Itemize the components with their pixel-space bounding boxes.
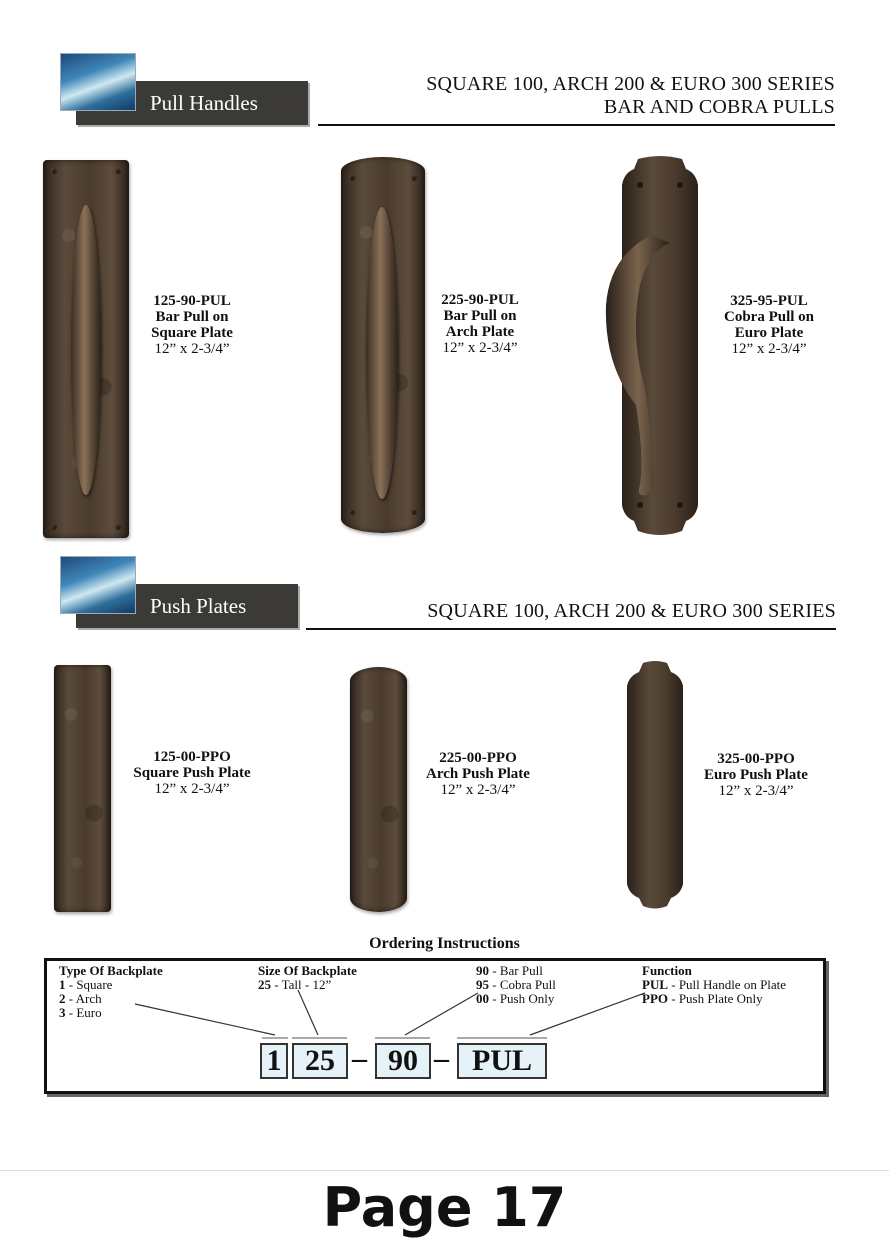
plate-label-2: 225-00-PPO Arch Push Plate 12” x 2-3/4”: [426, 750, 530, 798]
backplate-type-column: Type Of Backplate 1 - Square 2 - Arch 3 - Euro: [59, 963, 163, 1020]
code-segment-handle: 90: [375, 1043, 431, 1079]
code-segment-backplate: 1: [260, 1043, 288, 1079]
push-series-title: SQUARE 100, ARCH 200 & EURO 300 SERIES: [427, 600, 836, 622]
handle-type-column: 90 - Bar Pull 95 - Cobra Pull 00 - Push Only: [476, 963, 556, 1006]
plate-label-3: 325-00-PPO Euro Push Plate 12” x 2-3/4”: [704, 751, 808, 799]
pull-label-2: 225-90-PUL Bar Pull on Arch Plate 12” x 2-3/4”: [441, 292, 519, 356]
backplate-size-column: Size Of Backplate 25 - Tall - 12”: [258, 963, 357, 992]
pull-handles-badge-label: Pull Handles: [150, 90, 258, 115]
code-segment-size: 25: [292, 1043, 348, 1079]
code-segment-function: PUL: [457, 1043, 547, 1079]
ordering-title: Ordering Instructions: [369, 935, 520, 952]
pull-label-1: 125-90-PUL Bar Pull on Square Plate 12” x 2-3/4”: [151, 293, 233, 357]
push-plates-badge-label: Push Plates: [150, 593, 247, 618]
code-separator: –: [434, 1042, 449, 1075]
code-separator: –: [352, 1042, 367, 1075]
pull-label-3: 325-95-PUL Cobra Pull on Euro Plate 12” x 2-3/4”: [723, 293, 814, 357]
page-number: Page 17: [322, 1176, 567, 1239]
function-column: Function PUL - Pull Handle on Plate PPO - Push Plate Only: [642, 963, 787, 1006]
plate-label-1: 125-00-PPO Square Push Plate 12” x 2-3/4”: [133, 749, 251, 797]
pull-series-title: SQUARE 100, ARCH 200 & EURO 300 SERIES BAR AND COBRA PULLS: [426, 73, 835, 118]
